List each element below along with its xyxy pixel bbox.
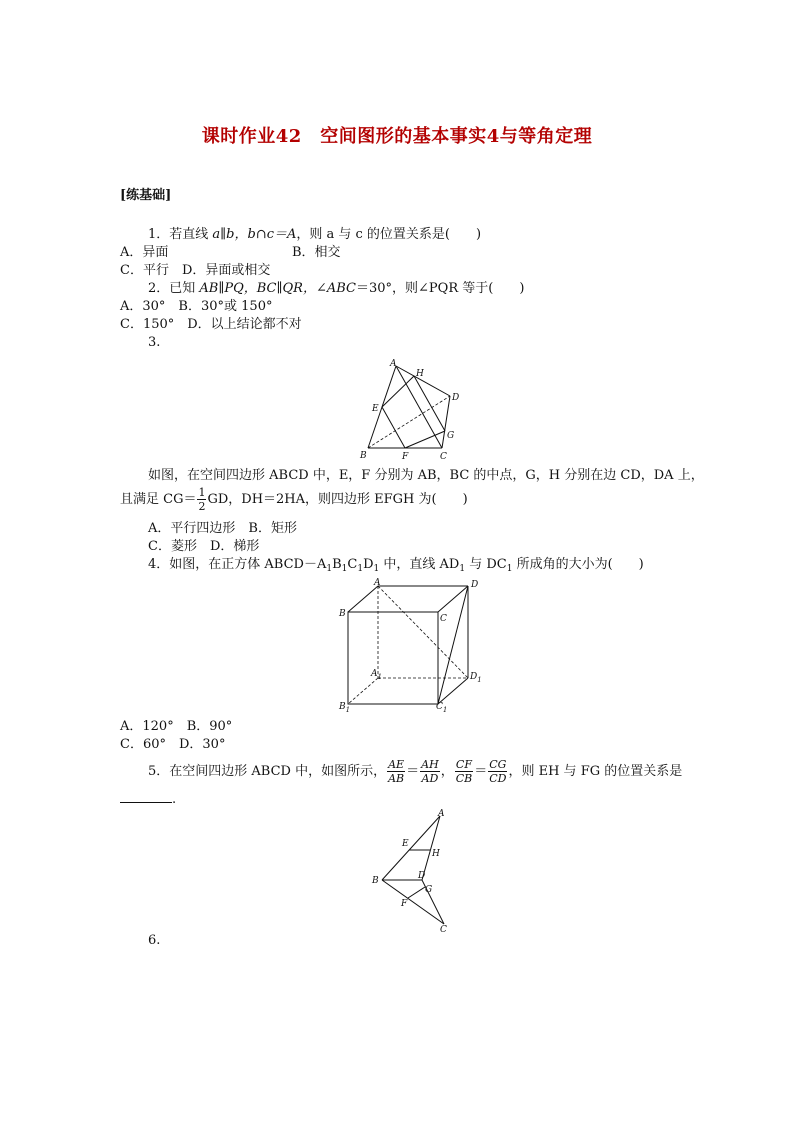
q3-text-line2: 且满足 CG＝ $\frac{1}{2}$ GD，DH＝2HA，则四边形 EFGH 为( )	[120, 486, 468, 513]
label-c: C	[440, 925, 447, 934]
q2-option-cd: C．150° D．以上结论都不对	[120, 317, 302, 332]
label-a: A	[374, 578, 381, 588]
label-b: B	[339, 609, 346, 619]
q5-frac-ae-ab: $\frac{AE}{AB}$	[388, 758, 405, 785]
label-a1: $A_1$	[371, 669, 382, 681]
section-heading: [练基础]	[120, 188, 172, 203]
q5-stem: 5．在空间四边形 ABCD 中，如图所示， $\frac{AE}{AB}$ ＝ $\frac{AH}{AD}$ ， $\frac{CF}{CB}$ ＝ $\frac{CG}{CD}$ ，则 EH 与 FG 的位置关系是	[148, 758, 683, 785]
q3-figure	[358, 356, 468, 462]
q3-option-ab: A．平行四边形 B．矩形	[148, 521, 297, 536]
q4-cube-figure	[336, 578, 486, 714]
page-title: 课时作业42 空间图形的基本事实4与等角定理	[201, 126, 593, 147]
q3-number: 3.	[148, 335, 161, 350]
edge-dc	[438, 586, 468, 612]
edge-dc1	[438, 586, 468, 704]
label-h: H	[416, 369, 424, 379]
label-a: A	[438, 809, 445, 819]
label-b1: $B_1$	[339, 702, 351, 714]
cube-front-face	[348, 612, 438, 704]
label-c: C	[440, 452, 447, 462]
label-b: B	[372, 876, 379, 886]
label-f: F	[402, 452, 409, 462]
edge-d1c1	[438, 678, 468, 704]
label-b: B	[360, 451, 367, 461]
edge-bc	[382, 880, 444, 924]
label-c: C	[440, 614, 447, 624]
q1-option-a: A．异面	[120, 245, 169, 260]
label-e: E	[402, 839, 409, 849]
q6-number: 6.	[148, 933, 161, 948]
q3-option-cd: C．菱形 D．梯形	[148, 539, 260, 554]
q5-frac-cf-cb: $\frac{CF}{CB}$	[455, 758, 473, 785]
q2-stem: 2．已知 AB∥PQ，BC∥QR，∠ABC＝30°，则∠PQR 等于( )	[148, 281, 525, 296]
label-f: F	[401, 899, 408, 909]
label-d: D	[471, 580, 479, 590]
q1-option-cd: C．平行 D．异面或相交	[120, 263, 271, 278]
q3-text-line1: 如图，在空间四边形 ABCD 中，E，F 分别为 AB，BC 的中点，G，H 分别在边 CD，DA 上，	[148, 468, 704, 483]
q1-option-b: B．相交	[292, 245, 341, 260]
label-g: G	[447, 431, 455, 441]
q4-option-ab: A．120° B．90°	[120, 719, 233, 734]
q3-fraction: $\frac{1}{2}$	[198, 486, 206, 513]
q4-option-cd: C．60° D．30°	[120, 737, 226, 752]
label-a: A	[390, 359, 397, 369]
edge-fg	[408, 887, 425, 898]
q5-frac-cg-cd: $\frac{CG}{CD}$	[489, 758, 507, 785]
edge-a1b1-hidden	[348, 678, 378, 704]
edge-ef	[382, 407, 405, 448]
q5-frac-ah-ad: $\frac{AH}{AD}$	[421, 758, 439, 785]
edge-ba	[348, 586, 378, 612]
label-h: H	[432, 849, 440, 859]
label-e: E	[372, 404, 379, 414]
label-d1: $D_1$	[470, 672, 482, 684]
q2-option-ab: A．30° B．30°或 150°	[120, 299, 273, 314]
q5-figure	[368, 808, 452, 934]
label-g: G	[425, 885, 433, 895]
edge-ad1-hidden	[378, 586, 468, 678]
q5-answer-line: .	[120, 790, 176, 809]
edge-fg	[405, 431, 445, 448]
label-d: D	[452, 393, 460, 403]
q4-stem: 4．如图，在正方体 $ABCD-A_1B_1C_1D_1$ 中，直线 $AD_1$ 与 $DC_1$ 所成角的大小为( )	[148, 557, 644, 574]
label-d: D	[418, 871, 426, 881]
label-c1: $C_1$	[436, 702, 448, 714]
answer-blank	[120, 790, 172, 803]
q1-stem: 1．若直线 a∥b，b∩c＝A，则 a 与 c 的位置关系是( )	[148, 227, 482, 242]
